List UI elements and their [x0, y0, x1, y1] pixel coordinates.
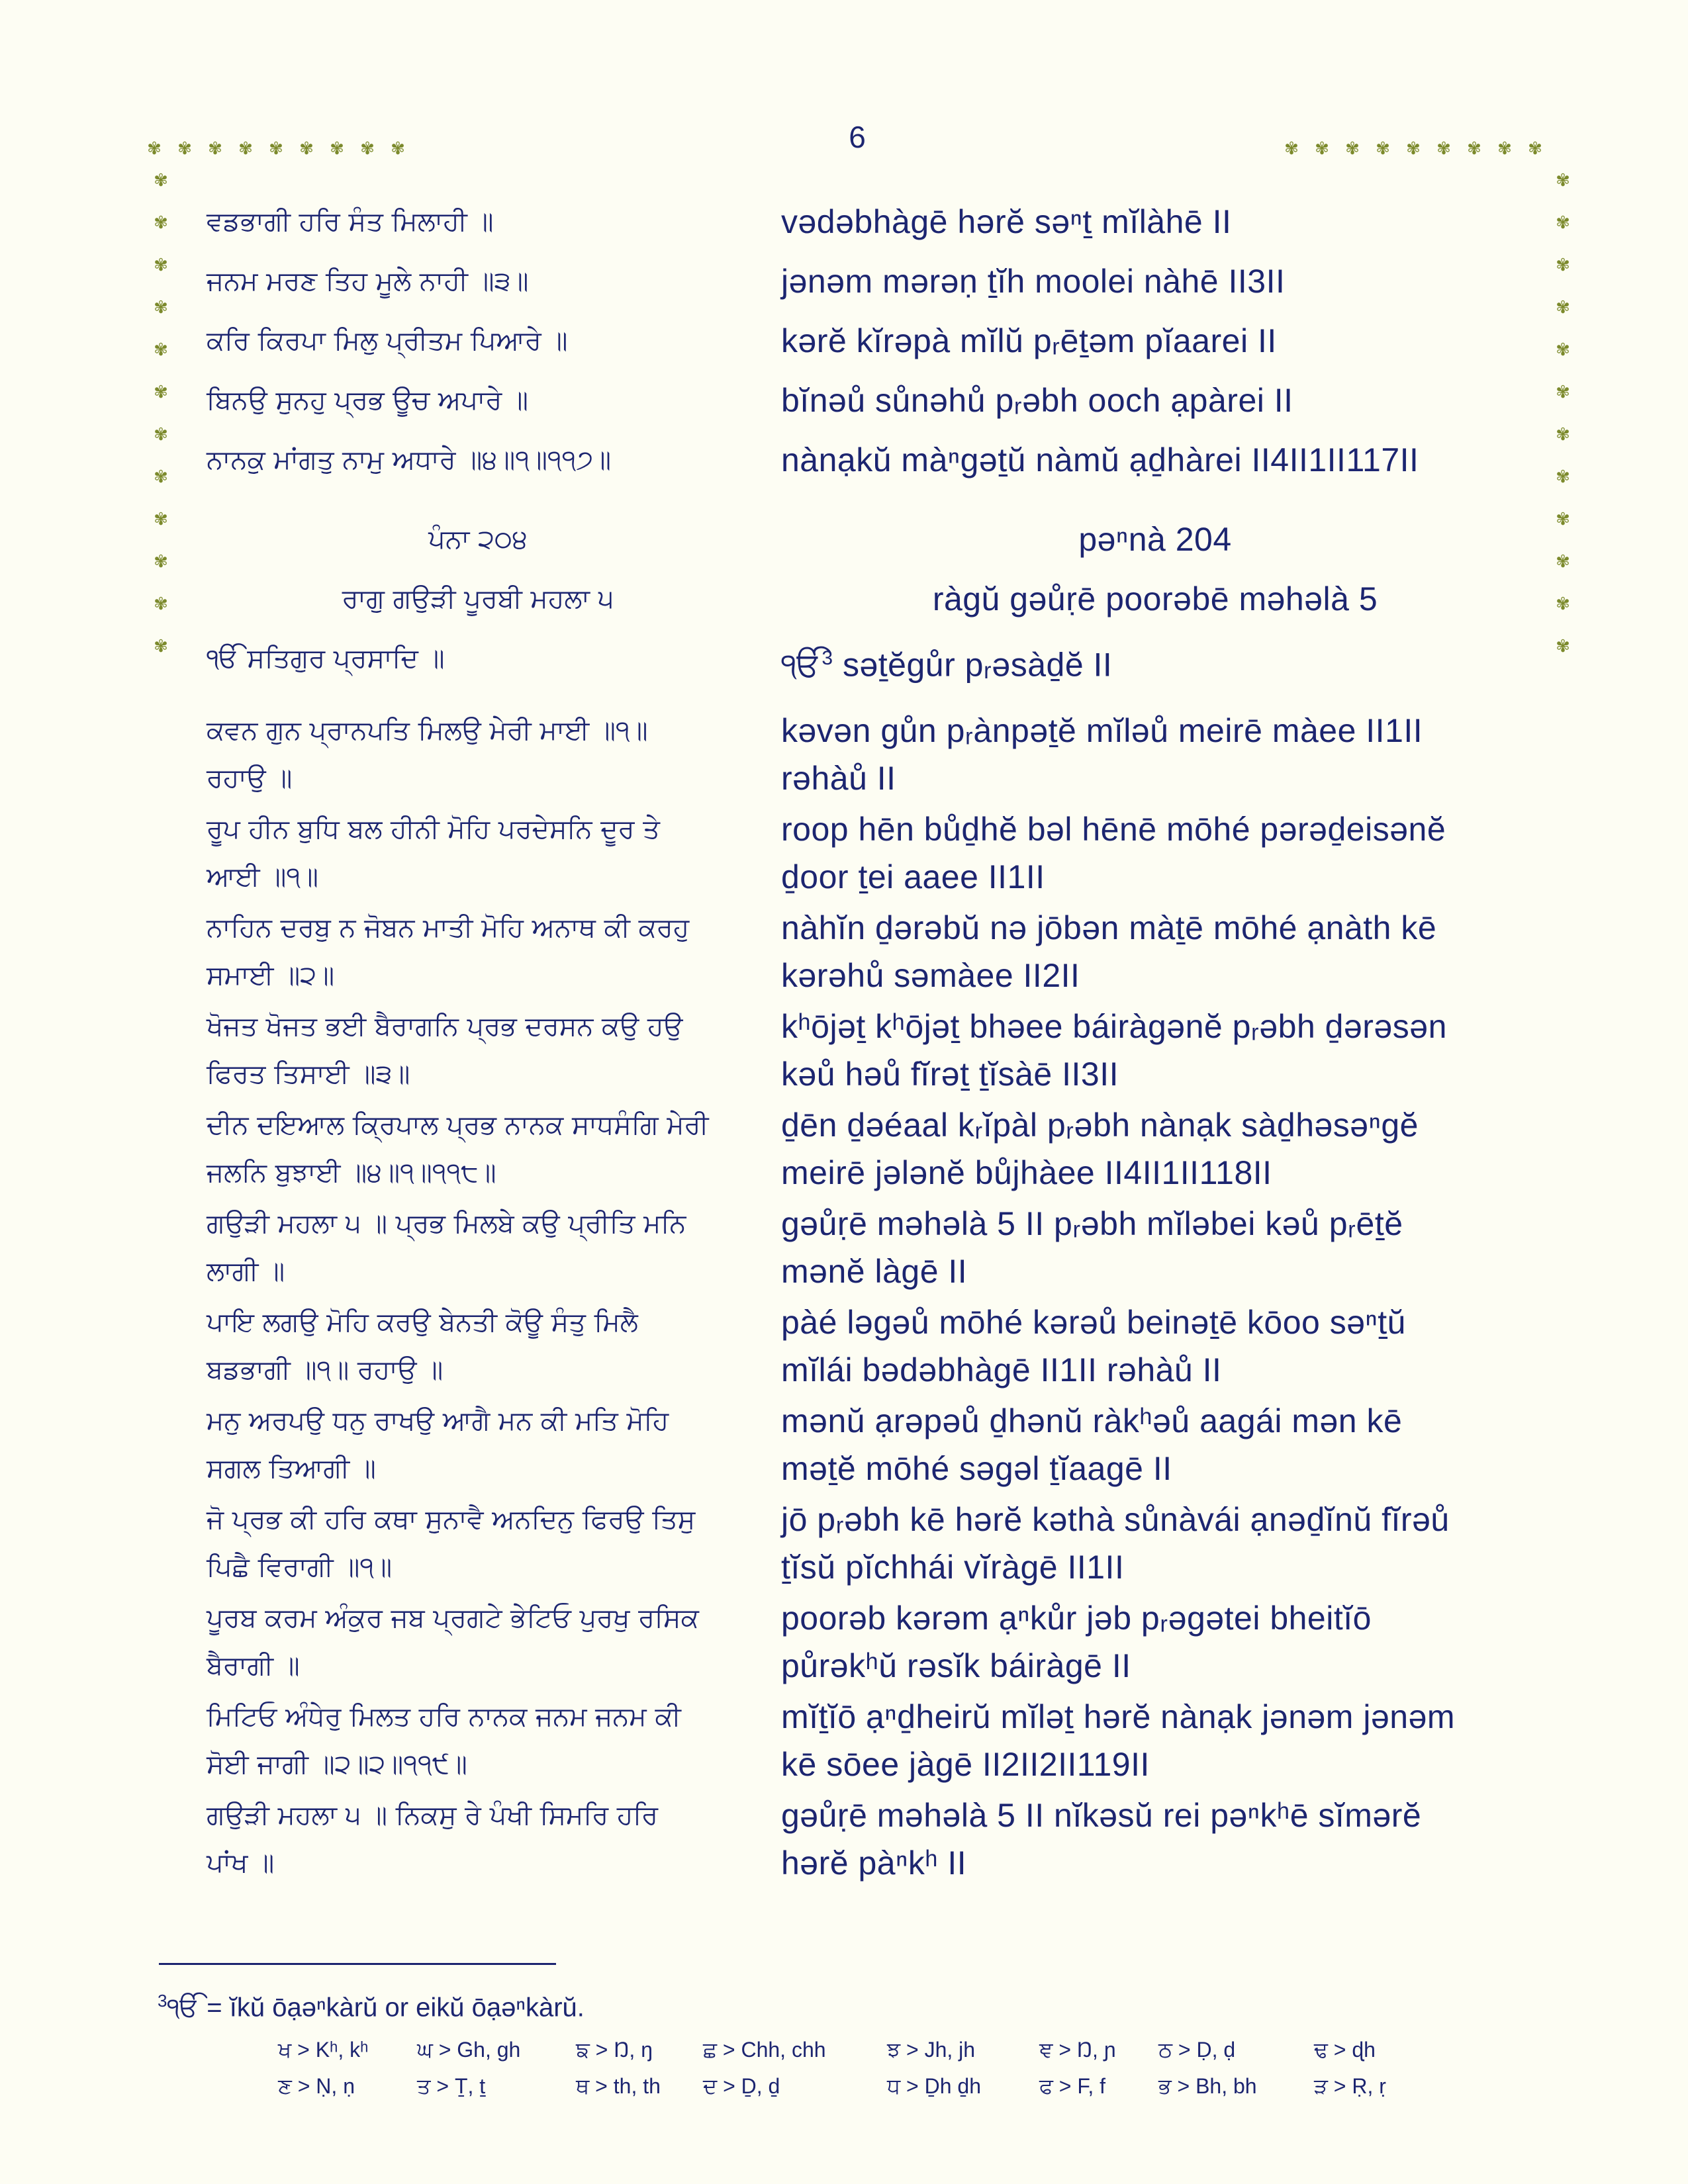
transliteration-line: nàhĭn ḏərəbŭ nə jōbən màṯē mōhé ạnàth kē — [781, 909, 1437, 946]
transliteration-text — [781, 1693, 1529, 1788]
transliteration-line: kəvən gůn pᵣànpəṯĕ mĭləů meirē màee II1II — [781, 712, 1423, 749]
gurmukhi-line: ਮਿਟਿਓ ਅੰਧੇਰੁ ਮਿਲਤ ਹਰਿ ਨਾਨਕ ਜਨਮ ਜਨਮ ਕੀ — [207, 1702, 681, 1732]
flower-ornament-icon: ✾ — [1315, 139, 1329, 159]
transliteration-line: kəů həů fĭrəṯ ṯĭsàē II3II — [781, 1056, 1119, 1093]
flower-ornament-icon: ✾ — [1556, 637, 1570, 657]
flower-ornament-icon: ✾ — [154, 510, 168, 529]
transliteration-text — [781, 1298, 1529, 1394]
key-entry: ਞ > Ŋ, ɲ — [1039, 2038, 1116, 2062]
flower-ornament-icon: ✾ — [1556, 425, 1570, 445]
transliteration-text — [781, 1496, 1529, 1591]
key-entry: ਖ > Kʰ, kʰ — [278, 2038, 369, 2062]
flower-ornament-icon: ✾ — [1556, 594, 1570, 614]
flower-ornament-icon: ✾ — [1376, 139, 1390, 159]
flower-ornament-icon: ✾ — [1556, 340, 1570, 360]
gurmukhi-line: ਬੈਰਾਗੀ ॥ — [207, 1651, 300, 1681]
key-entry: ਥ > th, th — [576, 2074, 661, 2098]
flower-ornament-icon: ✾ — [1556, 467, 1570, 487]
flower-ornament-icon: ✾ — [1556, 255, 1570, 275]
gurmukhi-text — [207, 1496, 749, 1591]
transliteration-text — [781, 635, 1529, 688]
key-entry: ਛ > Chh, chh — [703, 2038, 826, 2062]
transliteration-text: kərĕ kĭrəpà mĭlŭ pᵣēṯəm pĭaarei II — [781, 322, 1277, 359]
gurmukhi-text — [207, 1298, 749, 1394]
gurmukhi-text — [207, 1693, 749, 1788]
transliteration-line: kʰōjəṯ kʰōjəṯ bhəee báiràgənĕ pᵣəbh ḏərəsən — [781, 1008, 1447, 1045]
transliteration-text — [781, 707, 1529, 802]
gurmukhi-text — [207, 1792, 749, 1887]
gurmukhi-text: ਬਿਨਉ ਸੁਨਹੁ ਪ੍ਰਭ ਊਚ ਅਪਾਰੇ ॥ — [207, 385, 528, 416]
gurmukhi-line: ਪਾਂਖ ॥ — [207, 1848, 275, 1878]
gurmukhi-text — [207, 1397, 749, 1492]
gurmukhi-text — [207, 805, 749, 901]
flower-ornament-icon: ✾ — [1556, 510, 1570, 529]
gurmukhi-line: ਮਨੁ ਅਰਪਉ ਧਨੁ ਰਾਖਉ ਆਗੈ ਮਨ ਕੀ ਮਤਿ ਮੋਹਿ — [207, 1406, 669, 1436]
gurmukhi-text: ੴ ਸਤਿਗੁਰ ਪ੍ਰਸਾਦਿ ॥ — [207, 643, 445, 674]
transliteration-line: roop hēn bůḏhĕ bəl hēnē mōhé pərəḏeisənĕ — [781, 811, 1446, 848]
transliteration-line: məṯĕ mōhé səgəl ṯĭaagē II — [781, 1450, 1172, 1487]
gurmukhi-line: ਬਡਭਾਗੀ ॥੧॥ ਰਹਾਉ ॥ — [207, 1355, 444, 1385]
transliteration-line: mĭlái bədəbhàgē II1II rəhàů II — [781, 1351, 1222, 1388]
flower-ornament-icon: ✾ — [208, 139, 222, 159]
transliteration-text — [781, 1792, 1529, 1887]
key-entry: ਠ > Ḍ, ḍ — [1158, 2038, 1236, 2062]
transliteration-text: jənəm mərəṇ ṯĭh moolei nàhē II3II — [781, 263, 1286, 300]
flower-ornament-icon: ✾ — [154, 552, 168, 572]
transliteration-line: pàé ləgəů mōhé kərəů beinəṯē kōoo səⁿṯŭ — [781, 1304, 1406, 1341]
gurmukhi-line: ਖੋਜਤ ਖੋਜਤ ਭਈ ਬੈਰਾਗਨਿ ਪ੍ਰਭ ਦਰਸਨ ਕਉ ਹਉ — [207, 1011, 683, 1042]
transliteration-text: vədəbhàgē hərĕ səⁿṯ mĭlàhē II — [781, 203, 1232, 240]
flower-ornament-icon: ✾ — [360, 139, 375, 159]
gurmukhi-line: ਕਵਨ ਗੁਨ ਪ੍ਰਾਨਪਤਿ ਮਿਲਉ ਮੇਰੀ ਮਾਈ ॥੧॥ — [207, 715, 648, 746]
flower-ornament-icon: ✾ — [1556, 171, 1570, 191]
gurmukhi-text — [207, 1003, 749, 1098]
flower-ornament-icon: ✾ — [1406, 139, 1421, 159]
gurmukhi-line: ਸਮਾਈ ॥੨॥ — [207, 960, 335, 991]
gurmukhi-line: ਗਉੜੀ ਮਹਲਾ ੫ ॥ ਪ੍ਰਭ ਮਿਲਬੇ ਕਉ ਪ੍ਰੀਤਿ ਮਨਿ — [207, 1208, 686, 1239]
gurmukhi-line: ਜਲਨਿ ਬੁਝਾਈ ॥੪॥੧॥੧੧੮॥ — [207, 1158, 496, 1188]
flower-ornament-icon: ✾ — [154, 298, 168, 318]
gurmukhi-text — [207, 707, 749, 802]
flower-ornament-icon: ✾ — [1528, 139, 1542, 159]
gurmukhi-line: ਪਾਇ ਲਗਉ ਮੋਹਿ ਕਰਉ ਬੇਨਤੀ ਕੋਊ ਸੰਤੁ ਮਿਲੈ — [207, 1307, 638, 1338]
flower-ornament-icon: ✾ — [299, 139, 314, 159]
gurmukhi-line: ਜੋ ਪ੍ਰਭ ਕੀ ਹਰਿ ਕਥਾ ਸੁਨਾਵੈ ਅਨਦਿਨੁ ਫਿਰਉ ਤਿਸੁ — [207, 1504, 696, 1535]
flower-ornament-icon: ✾ — [1556, 383, 1570, 402]
transliteration-line: mĭṯĭō ạⁿḏheirŭ mĭləṯ hərĕ nànạk jənəm jənəm — [781, 1698, 1456, 1735]
flower-ornament-icon: ✾ — [154, 340, 168, 360]
transliteration-line: poorəb kərəm ạⁿkůr jəb pᵣəgətei bheitĭō — [781, 1600, 1372, 1637]
flower-ornament-icon: ✾ — [1345, 139, 1360, 159]
transliteration-line: půrəkʰŭ rəsĭk báiràgē II — [781, 1647, 1131, 1684]
key-entry: ਧ > Ḏh ḏh — [887, 2074, 982, 2098]
flower-ornament-icon: ✾ — [154, 467, 168, 487]
transliteration-text: nànạkŭ màⁿgəṯŭ nàmŭ ạḏhàrei II4II1II117II — [781, 441, 1419, 478]
transliteration-text — [781, 1397, 1529, 1492]
transliteration-line: mənĕ làgē II — [781, 1253, 968, 1290]
key-entry: ਢ > ɖh — [1314, 2038, 1376, 2062]
key-entry: ਣ > Ṇ, ṇ — [278, 2074, 355, 2098]
gurmukhi-line: ਨਾਹਿਨ ਦਰਬੁ ਨ ਜੋਬਨ ਮਾਤੀ ਮੋਹਿ ਅਨਾਥ ਕੀ ਕਰਹੁ — [207, 913, 690, 943]
flower-ornament-icon: ✾ — [147, 139, 162, 159]
gurmukhi-line: ਸੋਈ ਜਾਗੀ ॥੨॥੨॥੧੧੯॥ — [207, 1749, 467, 1780]
flower-ornament-icon: ✾ — [391, 139, 405, 159]
flower-ornament-icon: ✾ — [1467, 139, 1481, 159]
key-entry: ਘ > Gh, gh — [417, 2038, 521, 2062]
gurmukhi-heading: ਪੰਨਾ ੨੦੪ — [428, 524, 528, 555]
transliteration-line: kərəhů səmàee II2II — [781, 957, 1080, 994]
transliteration-text — [781, 1003, 1529, 1098]
gurmukhi-text — [207, 1101, 749, 1197]
footnote-text: ੴ = ĭkŭ ōạəⁿkàrŭ or eikŭ ōạəⁿkàrŭ. — [167, 1993, 585, 2023]
flower-ornament-icon: ✾ — [154, 637, 168, 657]
flower-ornament-icon: ✾ — [238, 139, 253, 159]
key-entry: ਤ > Ṯ, ṯ — [417, 2074, 486, 2098]
footnote-reference: 3 — [821, 647, 833, 669]
flower-ornament-icon: ✾ — [154, 594, 168, 614]
gurmukhi-text — [207, 1594, 749, 1690]
gurmukhi-text — [207, 1200, 749, 1295]
transliteration-line: ṯĭsŭ pĭchhái vĭràgē II1II — [781, 1549, 1125, 1586]
gurmukhi-text — [207, 904, 749, 999]
page-number: 6 — [849, 120, 866, 154]
flower-ornament-icon: ✾ — [1556, 213, 1570, 233]
flower-ornament-icon: ✾ — [330, 139, 344, 159]
transliteration-line: ḏēn ḏəéaal kᵣĭpàl pᵣəbh nànạk sàḏhəsəⁿgĕ — [781, 1107, 1419, 1144]
flower-ornament-icon: ✾ — [1556, 298, 1570, 318]
gurmukhi-line: ਦੀਨ ਦਇਆਲ ਕ੍ਰਿਪਾਲ ਪ੍ਰਭ ਨਾਨਕ ਸਾਧਸੰਗਿ ਮੇਰੀ — [207, 1110, 709, 1140]
transliteration-line: ḏoor ṯei aaee II1II — [781, 858, 1045, 895]
transliteration-text — [781, 1101, 1529, 1197]
gurmukhi-line: ਰਹਾਉ ॥ — [207, 763, 293, 794]
gurmukhi-line: ਸਗਲ ਤਿਆਗੀ ॥ — [207, 1453, 376, 1484]
transliteration-line: hərĕ pàⁿkʰ II — [781, 1844, 967, 1882]
flower-ornament-icon: ✾ — [154, 171, 168, 191]
flower-ornament-icon: ✾ — [154, 383, 168, 402]
footnote-divider — [159, 1963, 556, 1965]
flower-ornament-icon: ✾ — [269, 139, 283, 159]
key-entry: ੜ > Ṛ, ṛ — [1314, 2074, 1386, 2098]
key-entry: ਙ > Ŋ, ŋ — [576, 2038, 653, 2062]
flower-ornament-icon: ✾ — [1436, 139, 1451, 159]
transliteration-line: gəůṛē məhəlà 5 II pᵣəbh mĭləbei kəů pᵣēṯĕ — [781, 1205, 1403, 1242]
gurmukhi-line: ਫਿਰਤ ਤਿਸਾਈ ॥੩॥ — [207, 1059, 410, 1089]
gurmukhi-heading: ਰਾਗੁ ਗਉੜੀ ਪੂਰਬੀ ਮਹਲਾ ੫ — [342, 584, 614, 614]
flower-ornament-icon: ✾ — [1556, 552, 1570, 572]
transliteration-heading: ràgŭ gəůṛē poorəbē məhəlà 5 — [932, 580, 1378, 617]
key-entry: ਦ > Ḏ, ḏ — [703, 2074, 780, 2098]
gurmukhi-text: ਨਾਨਕੁ ਮਾਂਗਤੁ ਨਾਮੁ ਅਧਾਰੇ ॥੪॥੧॥੧੧੭॥ — [207, 445, 612, 475]
gurmukhi-text: ਕਰਿ ਕਿਰਪਾ ਮਿਲੁ ਪ੍ਰੀਤਮ ਪਿਆਰੇ ॥ — [207, 326, 568, 356]
gurmukhi-text: ਜਨਮ ਮਰਣ ਤਿਹ ਮੂਲੇ ਨਾਹੀ ॥੩॥ — [207, 266, 529, 296]
key-entry: ਫ > F, f — [1039, 2074, 1106, 2098]
gurmukhi-line: ਲਾਗੀ ॥ — [207, 1256, 285, 1287]
footnote — [158, 1982, 1150, 2026]
transliteration-line: mənŭ ạrəpəů ḏhənŭ ràkʰəů aagái mən kē — [781, 1402, 1403, 1439]
flower-ornament-icon: ✾ — [1497, 139, 1512, 159]
ik-onkar-symbol: ੴ — [781, 646, 822, 684]
key-entry: ਭ > Bh, bh — [1158, 2074, 1257, 2098]
transliteration-line: rəhàů II — [781, 760, 896, 797]
flower-ornament-icon: ✾ — [154, 213, 168, 233]
flower-ornament-icon: ✾ — [154, 255, 168, 275]
gurmukhi-line: ਪੂਰਬ ਕਰਮ ਅੰਕੁਰ ਜਬ ਪ੍ਰਗਟੇ ਭੇਟਿਓ ਪੁਰਖੁ ਰਸਿਕ — [207, 1603, 699, 1633]
transliteration-text — [781, 805, 1529, 901]
gurmukhi-line: ਆਈ ॥੧॥ — [207, 862, 318, 892]
transliteration-text — [781, 1200, 1529, 1295]
key-entry: ਝ > Jh, jh — [887, 2038, 976, 2062]
transliteration-heading: pəⁿnà 204 — [1078, 521, 1232, 558]
transliteration-line: meirē jələnĕ bůjhàee II4II1II118II — [781, 1154, 1272, 1191]
flower-ornament-icon: ✾ — [177, 139, 192, 159]
transliteration-text: bĭnəů sůnəhů pᵣəbh ooch ạpàrei II — [781, 382, 1293, 419]
gurmukhi-line: ਰੂਪ ਹੀਨ ਬੁਧਿ ਬਲ ਹੀਨੀ ਮੋਹਿ ਪਰਦੇਸਨਿ ਦੂਰ ਤੇ — [207, 814, 660, 844]
footnote-number: 3 — [158, 1991, 167, 2011]
gurmukhi-line: ਗਉੜੀ ਮਹਲਾ ੫ ॥ ਨਿਕਸੁ ਰੇ ਪੰਖੀ ਸਿਮਰਿ ਹਰਿ — [207, 1800, 659, 1831]
flower-ornament-icon: ✾ — [154, 425, 168, 445]
gurmukhi-line: ਪਿਛੈ ਵਿਰਾਗੀ ॥੧॥ — [207, 1552, 393, 1582]
transliteration-text — [781, 1594, 1529, 1690]
transliteration-line: gəůṛē məhəlà 5 II nĭkəsŭ rei pəⁿkʰē sĭmərĕ — [781, 1797, 1422, 1834]
transliteration-text — [781, 904, 1529, 999]
transliteration-line: jō pᵣəbh kē hərĕ kəthà sůnàvái ạnəḏĭnŭ fĭrəů — [781, 1501, 1450, 1538]
flower-ornament-icon: ✾ — [1284, 139, 1299, 159]
transliteration-body: səṯĕgůr pᵣəsàḏĕ II — [842, 646, 1113, 684]
gurmukhi-text: ਵਡਭਾਗੀ ਹਰਿ ਸੰਤ ਮਿਲਾਹੀ ॥ — [207, 206, 494, 237]
transliteration-line: kē sōee jàgē II2II2II119II — [781, 1746, 1150, 1783]
